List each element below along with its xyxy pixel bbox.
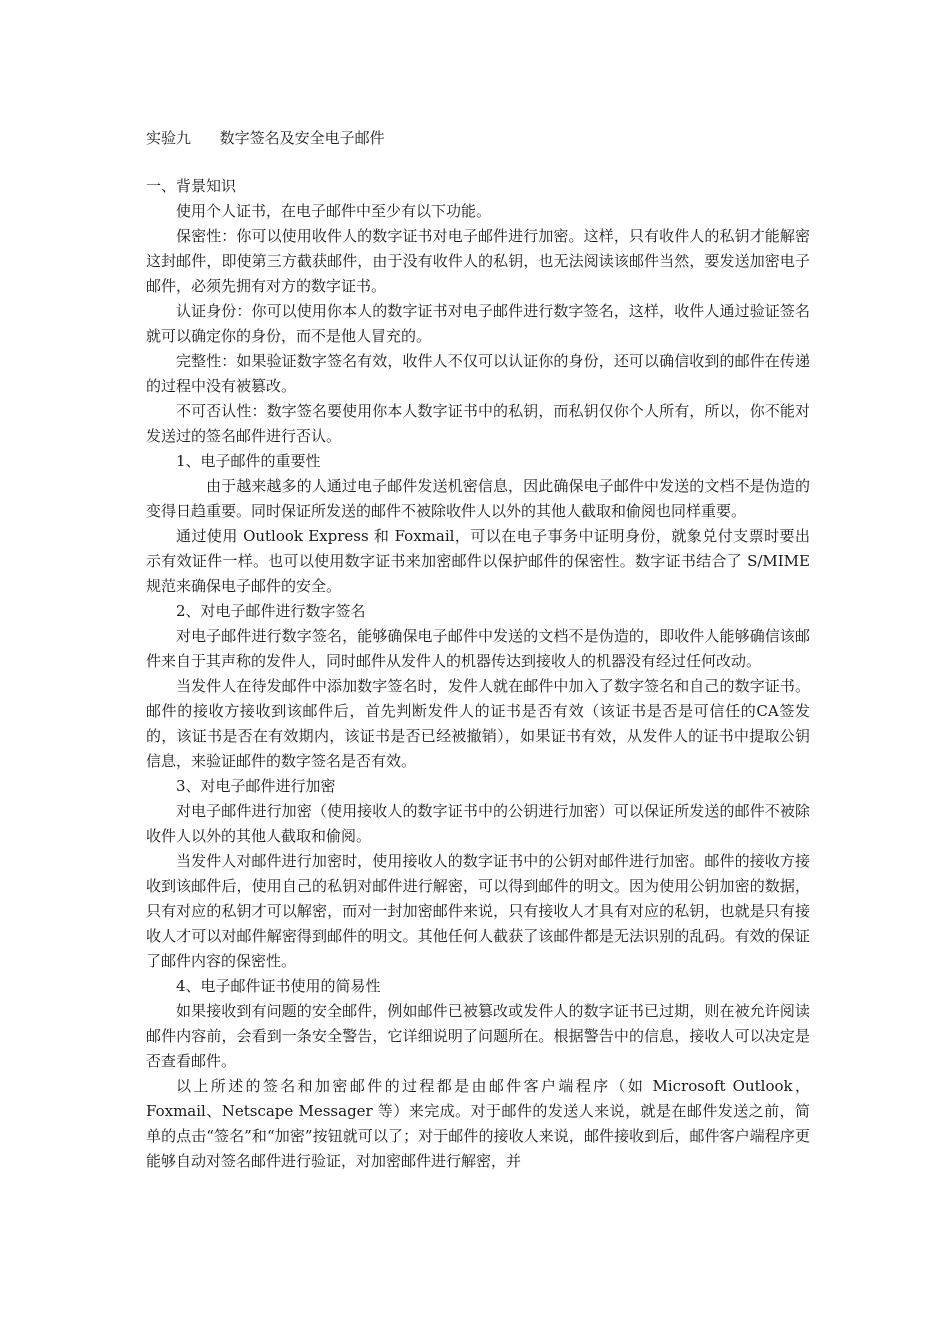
paragraph-integrity: 完整性：如果验证数字签名有效，收件人不仅可以认证你的身份，还可以确信收到的邮件在传递的过程中没有被篡改。 — [146, 352, 810, 395]
paragraph-encryption-1: 对电子邮件进行加密（使用接收人的数字证书中的公钥进行加密）可以保证所发送的邮件不被除收件人以外的其他人截取和偷阅。 — [146, 802, 810, 845]
paragraph-ease-2: 以上所述的签名和加密邮件的过程都是由邮件客户端程序（如 Microsoft Outlook，Foxmail、Netscape Messager 等）来完成。对于邮件的发送人来说，就是在邮件发送之前，简单的点击“签名”和“加密”按钮就可以了；对于邮件的接收人来说，邮件接收到后，邮件客户端程序更能够自动对签名邮件进行验证，对加密邮件进行解密，并 — [146, 1077, 810, 1170]
paragraph-authentication: 认证身份：你可以使用你本人的数字证书对电子邮件进行数字签名，这样，收件人通过验证签名就可以确定你的身份，而不是他人冒充的。 — [146, 302, 810, 345]
subsection-heading-ease-of-use: 4、电子邮件证书使用的简易性 — [176, 977, 381, 995]
paragraph-signature-2: 当发件人在待发邮件中添加数字签名时，发件人就在邮件中加入了数字签名和自己的数字证书。邮件的接收方接收到该邮件后，首先判断发件人的证书是否有效（该证书是否是可信任的CA签发的，该证书是否在有效期内，该证书是否已经被撤销），如果证书有效，从发件人的证书中提取公钥信息，来验证邮件的数字签名是否有效。 — [146, 677, 810, 770]
section-heading-background: 一、背景知识 — [146, 177, 237, 195]
paragraph-importance-1: 由于越来越多的人通过电子邮件发送机密信息，因此确保电子邮件中发送的文档不是伪造的变得日趋重要。同时保证所发送的邮件不被除收件人以外的其他人截取和偷阅也同样重要。 — [146, 477, 810, 520]
paragraph-signature-1: 对电子邮件进行数字签名，能够确保电子邮件中发送的文档不是伪造的，即收件人能够确信该邮件来自于其声称的发件人，同时邮件从发件人的机器传达到接收人的机器没有经过任何改动。 — [146, 627, 810, 670]
page-title: 实验九 数字签名及安全电子邮件 — [146, 129, 385, 147]
paragraph-non-repudiation: 不可否认性：数字签名要使用你本人数字证书中的私钥，而私钥仅你个人所有，所以，你不能对发送过的签名邮件进行否认。 — [146, 402, 810, 445]
document-page — [146, 126, 810, 1174]
subsection-heading-signature: 2、对电子邮件进行数字签名 — [176, 602, 366, 620]
paragraph-confidentiality: 保密性：你可以使用收件人的数字证书对电子邮件进行加密。这样，只有收件人的私钥才能解密这封邮件，即使第三方截获邮件，由于没有收件人的私钥，也无法阅读该邮件当然，要发送加密电子邮件，必须先拥有对方的数字证书。 — [146, 227, 810, 295]
paragraph-ease-1: 如果接收到有问题的安全邮件，例如邮件已被篡改或发件人的数字证书已过期，则在被允许阅读邮件内容前，会看到一条安全警告，它详细说明了问题所在。根据警告中的信息，接收人可以决定是否查看邮件。 — [146, 1002, 810, 1070]
paragraph-importance-2: 通过使用 Outlook Express 和 Foxmail，可以在电子事务中证明身份，就象兑付支票时要出示有效证件一样。也可以使用数字证书来加密邮件以保护邮件的保密性。数字证书结合了 S/MIME 规范来确保电子邮件的安全。 — [146, 527, 810, 595]
subsection-heading-importance: 1、电子邮件的重要性 — [176, 452, 321, 470]
paragraph-encryption-2: 当发件人对邮件进行加密时，使用接收人的数字证书中的公钥对邮件进行加密。邮件的接收方接收到该邮件后，使用自己的私钥对邮件进行解密，可以得到邮件的明文。因为使用公钥加密的数据，只有对应的私钥才可以解密，而对一封加密邮件来说，只有接收人才具有对应的私钥，也就是只有接收人才可以对邮件解密得到邮件的明文。其他任何人截获了该邮件都是无法识别的乱码。有效的保证了邮件内容的保密性。 — [146, 852, 810, 970]
subsection-heading-encryption: 3、对电子邮件进行加密 — [176, 777, 336, 795]
paragraph-intro: 使用个人证书，在电子邮件中至少有以下功能。 — [176, 202, 492, 220]
